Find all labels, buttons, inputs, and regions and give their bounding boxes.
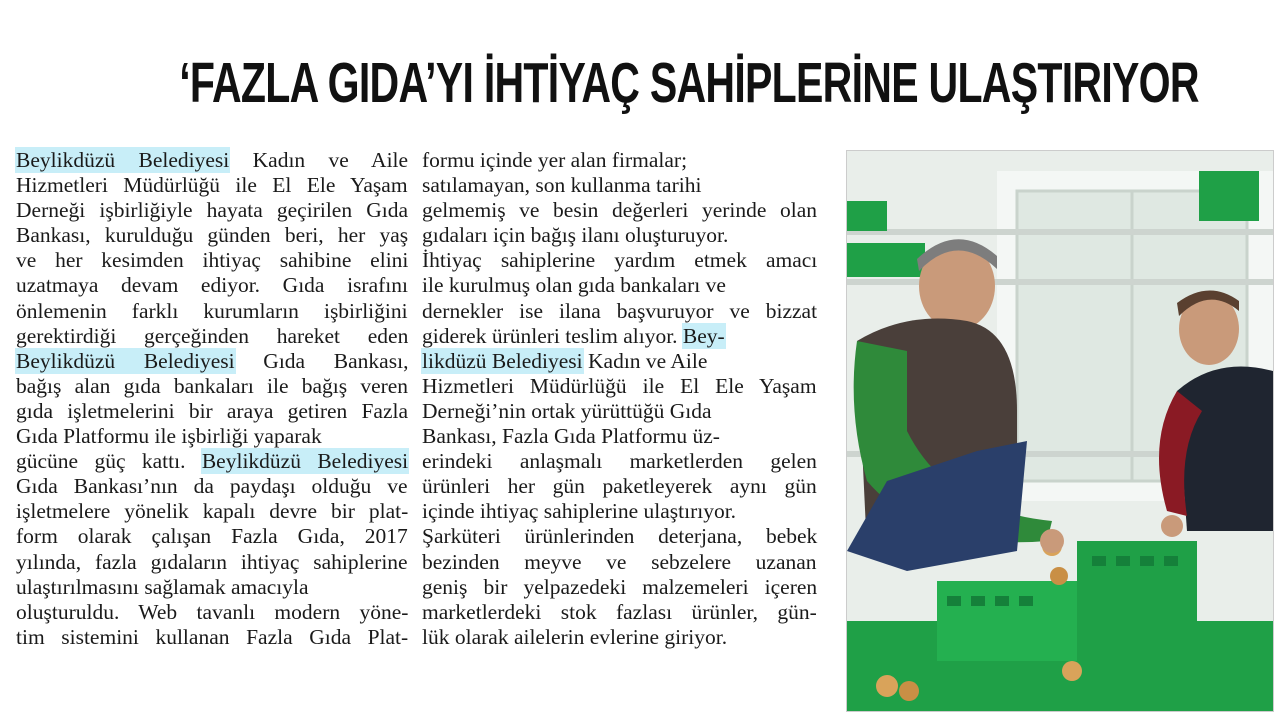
text-line [16, 248, 408, 273]
text-segment: bezinden meyve ve sebzelere uzanan [422, 549, 817, 574]
text-segment: Gıda Bankası, [234, 348, 409, 373]
text-line [16, 575, 408, 600]
text-segment: ulaştırılmasını sağlamak amacıyla [16, 574, 309, 599]
highlighted-name: Beylikdüzü Belediyesi [201, 449, 409, 474]
text-line [16, 223, 408, 248]
text-line [422, 374, 817, 399]
text-segment: geniş bir yelpazedeki malzemeleri içeren [422, 574, 818, 599]
text-segment: gelmemiş ve besin değerleri yerinde olan [422, 198, 818, 223]
highlighted-name: Beylikdüzü Belediyesi [16, 148, 230, 172]
text-segment: Kadın ve Aile [229, 148, 409, 172]
text-segment: gerektirdiği gerçeğinden hareket eden [16, 323, 409, 348]
text-segment: içinde ihtiyaç sahiplerine ulaştırıyor. [422, 499, 737, 524]
text-segment: bağış alan gıda bankaları ile bağış veren [16, 373, 409, 398]
text-segment: marketlerdeki stok fazlası ürünler, gün- [422, 599, 817, 624]
text-segment: ile kurulmuş olan gıda bankaları ve [422, 273, 726, 298]
text-line [422, 499, 817, 524]
text-line [16, 148, 408, 173]
text-line [16, 198, 408, 223]
highlighted-name: Beylikdüzü Belediyesi [16, 348, 235, 373]
text-line [422, 524, 817, 549]
text-line [422, 474, 817, 499]
text-line [16, 273, 408, 298]
text-segment: gıda işletmelerini bir araya getiren Fazla [16, 398, 409, 423]
text-line [422, 424, 817, 449]
text-line [16, 424, 408, 449]
article-column-2 [422, 148, 817, 650]
text-line [16, 625, 408, 650]
text-line [16, 324, 408, 349]
text-segment: formu içinde yer alan firmalar; [422, 148, 688, 172]
text-segment: oluşturuldu. Web tavanlı modern yöne- [16, 599, 409, 624]
text-segment: gücüne güç kattı. [16, 449, 202, 474]
text-segment: lük olarak ailelerin evlerine giriyor. [422, 624, 728, 649]
text-line [422, 248, 817, 273]
text-line [422, 173, 817, 198]
text-line [16, 299, 408, 324]
text-line [422, 399, 817, 424]
text-segment: satılamayan, son kullanma tarihi [422, 173, 702, 198]
text-segment: erindeki anlaşmalı marketlerden gelen [422, 449, 817, 474]
text-segment: gıdaları için bağış ilanı oluşturuyor. [422, 223, 729, 248]
text-segment: giderek ürünleri teslim alıyor. [422, 323, 683, 348]
text-line [422, 625, 817, 650]
highlighted-name: likdüzü Belediyesi [422, 348, 583, 373]
text-segment: Gıda Platformu ile işbirliği yaparak [16, 424, 322, 449]
text-line [422, 600, 817, 625]
text-line [16, 499, 408, 524]
text-segment: form olarak çalışan Fazla Gıda, 2017 [16, 524, 408, 549]
text-segment: Kadın ve Aile [582, 348, 708, 373]
text-segment: ürünleri her gün paketleyerek aynı gün [422, 474, 817, 499]
text-line [422, 299, 817, 324]
text-line [422, 550, 817, 575]
text-line [16, 550, 408, 575]
text-segment: Derneği işbirliğiyle hayata geçirilen Gıda [16, 198, 409, 223]
text-line [422, 449, 817, 474]
text-line [16, 524, 408, 549]
headline: ‘FAZLA GIDA’YI İHTİYAÇ SAHİPLERİNE ULAŞTIRIYOR [179, 51, 1199, 115]
text-segment: uzatmaya devam ediyor. Gıda israfını [16, 273, 408, 298]
text-line [422, 324, 817, 349]
text-segment: işletmelere yönelik kapalı devre bir plat- [16, 499, 409, 524]
text-line [16, 600, 408, 625]
photo-illustration [847, 151, 1273, 711]
text-segment: dernekler ise ilana başvuruyor ve bizzat [422, 298, 818, 323]
text-line [422, 148, 817, 173]
text-line [422, 273, 817, 298]
text-line [16, 399, 408, 424]
text-line [422, 223, 817, 248]
article-column-1 [16, 148, 408, 650]
text-segment: yılında, fazla gıdaların ihtiyaç sahiplerine [16, 549, 408, 574]
text-segment: Bankası, Fazla Gıda Platformu üz- [422, 424, 720, 449]
text-segment: Bankası, kurulduğu günden beri, her yaş [16, 223, 409, 248]
news-photo [846, 150, 1274, 712]
text-line [422, 575, 817, 600]
text-segment: Şarküteri ürünlerinden deterjana, bebek [422, 524, 818, 549]
text-segment: Gıda Bankası’nın da paydaşı olduğu ve [16, 474, 408, 499]
text-segment: Derneği’nin ortak yürüttüğü Gıda [422, 398, 712, 423]
highlighted-name: Bey- [682, 323, 725, 348]
text-segment: tim sistemini kullanan Fazla Gıda Plat- [16, 624, 409, 649]
text-segment: ve her kesimden ihtiyaç sahibine elini [16, 248, 409, 273]
text-segment: Hizmetleri Müdürlüğü ile El Ele Yaşam [422, 373, 817, 398]
text-segment: Hizmetleri Müdürlüğü ile El Ele Yaşam [16, 173, 408, 198]
text-line [422, 198, 817, 223]
text-line [16, 449, 408, 474]
text-line [16, 173, 408, 198]
text-segment: İhtiyaç sahiplerine yardım etmek amacı [422, 248, 818, 273]
text-segment: önlemenin farklı kurumların işbirliğini [16, 298, 408, 323]
text-line [16, 474, 408, 499]
text-line [422, 349, 817, 374]
text-line [16, 349, 408, 374]
text-line [16, 374, 408, 399]
